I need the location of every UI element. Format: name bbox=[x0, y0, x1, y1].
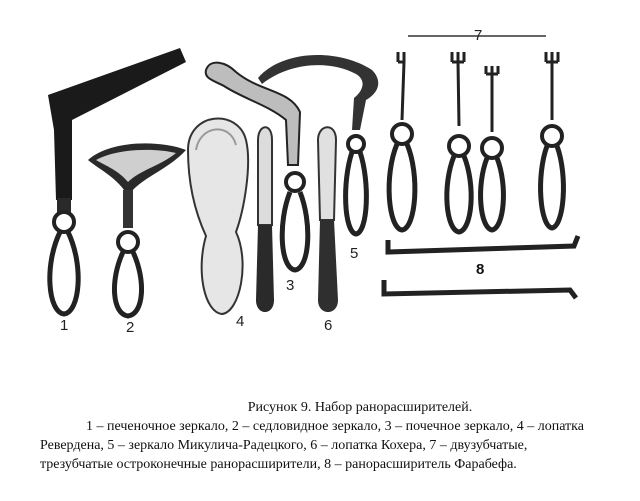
instrument-7-hook-retractors bbox=[389, 36, 563, 232]
hook-retractor-c bbox=[481, 66, 504, 230]
label-8: 8 bbox=[476, 261, 485, 278]
hook-retractor-b bbox=[447, 52, 471, 232]
label-2: 2 bbox=[126, 319, 135, 336]
hook-retractor-d bbox=[541, 52, 564, 228]
label-6: 6 bbox=[324, 317, 333, 334]
figure-caption bbox=[40, 398, 620, 474]
instrument-narrow-spatula bbox=[256, 127, 274, 312]
caption-line-1: 1 – печеночное зеркало, 2 – седловидное зеркало, 3 – почечное зеркало, 4 – лопатка bbox=[86, 419, 584, 434]
instrument-2-saddle-retractor bbox=[88, 143, 186, 316]
instrument-4-reverden-spatula bbox=[188, 118, 248, 314]
instrument-6-kocher-spatula bbox=[318, 127, 338, 312]
label-1: 1 bbox=[60, 317, 69, 334]
label-7: 7 bbox=[474, 27, 483, 44]
caption-title: Рисунок 9. Набор ранорасширителей. bbox=[247, 400, 473, 415]
caption-line-2: Ревердена, 5 – зеркало Микулича-Радецкого, 6 – лопатка Кохера, 7 – двузубчатые, bbox=[40, 438, 528, 453]
caption-line-3: трезубчатые остроконечные ранорасширители, 8 – ранорасширитель Фарабефа. bbox=[40, 457, 517, 472]
caption-body bbox=[40, 417, 620, 474]
label-3: 3 bbox=[286, 277, 295, 294]
hook-retractor-a bbox=[389, 52, 415, 230]
label-5: 5 bbox=[350, 245, 359, 262]
label-4: 4 bbox=[236, 313, 245, 330]
